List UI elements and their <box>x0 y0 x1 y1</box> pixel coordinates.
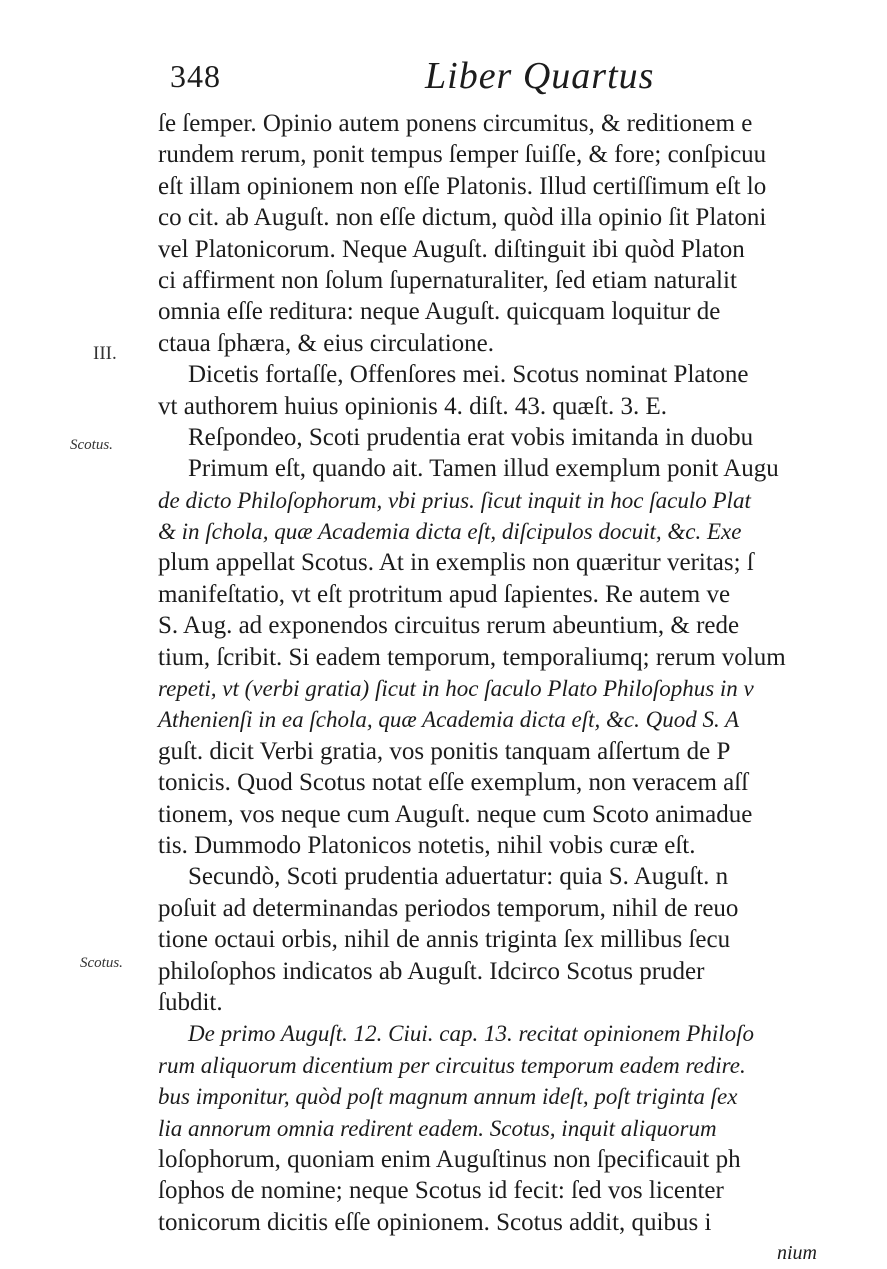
text-line: De primo Auguſt. 12. Ciui. cap. 13. recitat opinionem Philoſo <box>188 1021 755 1047</box>
text-line: tionem, vos neque cum Auguſt. neque cum Scoto animadue <box>158 800 753 828</box>
text-line: Reſpondeo, Scoti prudentia erat vobis imitanda in duobu <box>188 423 754 451</box>
text-line: omnia eſſe reditura: neque Auguſt. quicquam loquitur de <box>158 298 721 326</box>
text-line: ſophos de nomine; neque Scotus id fecit: ſed vos licenter <box>158 1177 724 1205</box>
margin-note-scotus: Scotus. <box>80 955 123 971</box>
catchword: nium <box>777 1242 817 1265</box>
text-line: lia annorum omnia redirent eadem. Scotus, inquit aliquorum <box>158 1115 717 1141</box>
text-line: vt authorem huius opinionis 4. diſt. 43. quæſt. 3. E. <box>158 392 668 420</box>
text-line: & in ſchola, quæ Academia dicta eſt, diſcipulos docuit, &c. Exe <box>158 519 742 545</box>
text-line: co cit. ab Auguſt. non eſſe dictum, quòd illa opinio ſit Platoni <box>158 204 767 232</box>
text-line: rundem rerum, ponit tempus ſemper ſuiſſe, & fore; conſpicuu <box>158 141 767 169</box>
text-line: tonicorum dicitis eſſe opinionem. Scotus addit, quibus i <box>158 1208 712 1236</box>
text-line: Secundò, Scoti prudentia aduertatur: quia S. Auguſt. n <box>188 863 729 891</box>
text-line: Dicetis fortaſſe, Offenſores mei. Scotus nominat Platone <box>188 361 749 389</box>
text-line: philoſophos indicatos ab Auguſt. Idcirco Scotus pruder <box>158 957 705 985</box>
text-line: repeti, vt (verbi gratia) ſicut in hoc ſaculo Plato Philoſophus in v <box>158 676 754 702</box>
text-line: tis. Dummodo Platonicos notetis, nihil vobis curæ eſt. <box>158 831 696 859</box>
text-line: tonicis. Quod Scotus notat eſſe exemplum, non veracem aſſ <box>158 769 749 797</box>
text-line: guſt. dicit Verbi gratia, vos ponitis tanquam aſſertum de P <box>158 737 731 765</box>
text-line: eſt illam opinionem non eſſe Platonis. Illud certiſſimum eſt lo <box>158 172 767 200</box>
text-line: Primum eſt, quando ait. Tamen illud exemplum ponit Augu <box>188 455 779 483</box>
text-line: ſe ſemper. Opinio autem ponens circumitus, & reditionem e <box>158 110 753 137</box>
text-line: de dicto Philoſophorum, vbi prius. ſicut inquit in hoc ſaculo Plat <box>158 487 751 513</box>
text-line: tione octaui orbis, nihil de annis triginta ſex millibus ſecu <box>158 926 731 954</box>
text-line: loſophorum, quoniam enim Auguſtinus non ſpecificauit ph <box>158 1145 741 1173</box>
text-body <box>158 108 887 1269</box>
text-line: manifeſtatio, vt eſt protritum apud ſapientes. Re autem ve <box>158 580 731 608</box>
text-line: plum appellat Scotus. At in exemplis non quæritur veritas; ſ <box>158 549 754 577</box>
text-line: S. Aug. ad exponendos circuitus rerum abeuntium, & rede <box>158 612 740 640</box>
text-line: ctaua ſphæra, & eius circulatione. <box>158 329 494 357</box>
page-number: 348 <box>170 58 221 94</box>
margin-section-number: III. <box>93 343 117 364</box>
text-line: rum aliquorum dicentium per circuitus temporum eadem redire. <box>158 1052 746 1078</box>
text-line: ci affirment non ſolum ſupernaturaliter, ſed etiam naturalit <box>158 266 737 294</box>
text-line: ſubdit. <box>158 988 223 1016</box>
text-line: poſuit ad determinandas periodos temporum, nihil de reuo <box>158 894 739 922</box>
text-line: tium, ſcribit. Si eadem temporum, temporaliumq; rerum volum <box>158 643 786 671</box>
page-header <box>0 52 887 102</box>
text-line: Athenienſi in ea ſchola, quæ Academia dicta eſt, &c. Quod S. A <box>158 707 740 733</box>
text-line: vel Platonicorum. Neque Auguſt. diſtinguit ibi quòd Platon <box>158 235 745 263</box>
margin-note-scotus: Scotus. <box>70 437 113 453</box>
running-head: Liber Quartus <box>425 55 655 97</box>
text-line: bus imponitur, quòd poſt magnum annum ideſt, poſt triginta ſex <box>158 1084 738 1110</box>
